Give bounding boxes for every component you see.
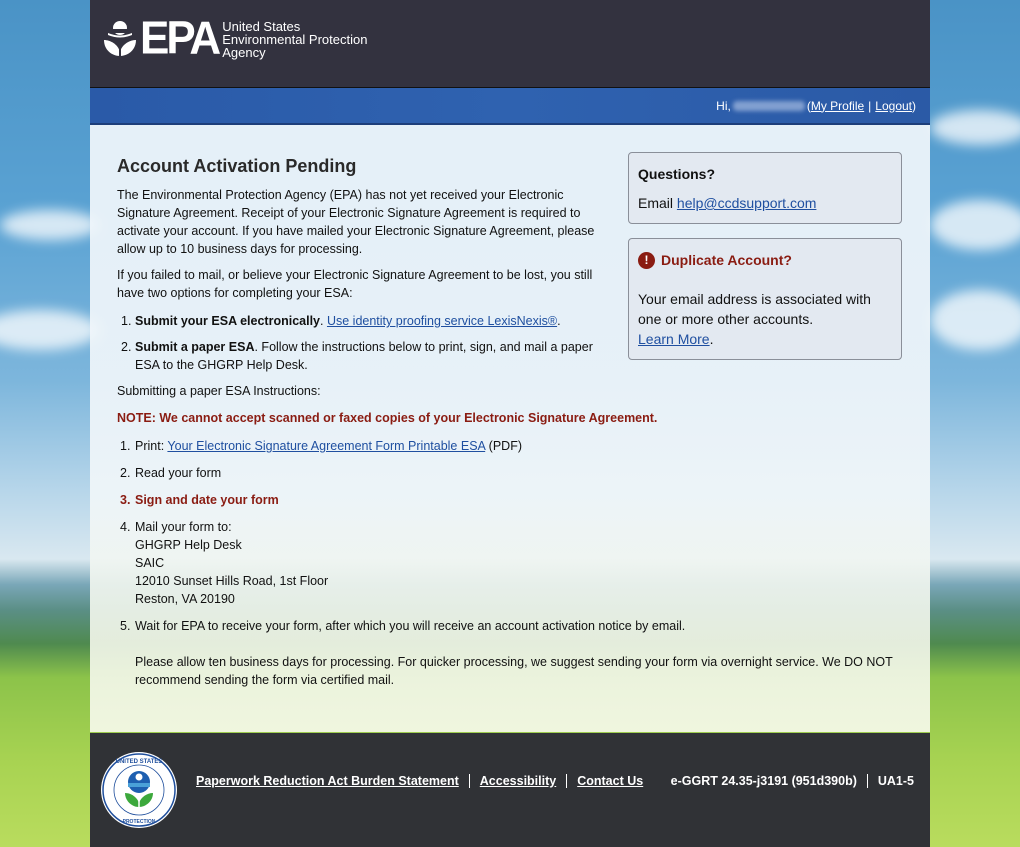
main-content <box>90 125 930 732</box>
step-read <box>117 464 897 482</box>
option-number: 2. <box>121 340 132 354</box>
agency-line-2: Environmental Protection <box>222 32 368 47</box>
scan-fax-note: NOTE: We cannot accept scanned or faxed copies of your Electronic Signature Agreement. <box>117 411 658 425</box>
svg-text:PROTECTION: PROTECTION <box>122 819 156 825</box>
background-cloud <box>0 210 100 240</box>
site-footer <box>90 733 930 847</box>
duplicate-title <box>638 250 892 270</box>
svg-text:UNITED STATES: UNITED STATES <box>115 759 163 765</box>
option-title: Submit a paper ESA <box>135 340 255 354</box>
epa-seal-icon <box>100 751 178 829</box>
user-bar <box>90 88 930 125</box>
background-cloud <box>930 110 1020 145</box>
questions-box <box>628 152 902 224</box>
username-blurred <box>733 101 805 111</box>
address-line: 12010 Sunset Hills Road, 1st Floor <box>135 574 329 588</box>
version-info <box>671 774 914 788</box>
step-text: Sign and date your form <box>135 493 279 507</box>
epa-flower-icon <box>102 20 138 58</box>
version-divider <box>867 774 868 788</box>
step-text: Print: <box>135 439 168 453</box>
epa-logo[interactable] <box>102 12 368 64</box>
option-text: . <box>320 314 327 328</box>
duplicate-title-text: Duplicate Account? <box>661 252 792 268</box>
logout-link[interactable]: Logout <box>875 98 912 113</box>
background-cloud <box>0 310 100 350</box>
option-text: . Follow the instructions below to print, sign, and mail a paper ESA to the GHGRP Help Desk. <box>135 340 593 372</box>
processing-note: Please allow ten business days for processing. For quicker processing, we suggest sending your form via overnight service. We DO NOT recommend sending the form via certified mail. <box>135 655 893 687</box>
lexisnexis-link[interactable]: Use identity proofing service LexisNexis® <box>326 314 558 328</box>
footer-divider <box>566 774 567 788</box>
background-cloud <box>930 200 1020 250</box>
address-line: SAIC <box>135 556 165 570</box>
address-line: GHGRP Help Desk <box>135 538 242 552</box>
instructions-label: Submitting a paper ESA Instructions: <box>117 384 321 398</box>
step-sign <box>117 491 897 509</box>
app-version: e-GGRT 24.35-j3191 (951d390b) <box>670 774 857 788</box>
learn-more-link[interactable]: Learn More <box>638 331 710 347</box>
paper-esa-steps <box>117 437 897 689</box>
epa-wordmark: EPA <box>140 12 219 64</box>
printable-esa-link[interactable]: Your Electronic Signature Agreement Form Printable ESA <box>167 439 486 453</box>
step-number: 5. <box>120 619 131 633</box>
step-text: Read your form <box>135 466 222 480</box>
step-print <box>117 437 897 455</box>
server-id: UA1-5 <box>877 774 914 788</box>
option-title: Submit your ESA electronically <box>135 314 321 328</box>
site-header <box>90 0 930 88</box>
options-intro: If you failed to mail, or believe your Electronic Signature Agreement to be lost, you still have two options for completing your ESA: <box>117 268 593 300</box>
address-line: Reston, VA 20190 <box>135 592 235 606</box>
page-title: Account Activation Pending <box>117 156 357 176</box>
step-text: Wait for EPA to receive your form, after which you will receive an account activation notice by email. <box>135 619 686 633</box>
paperwork-reduction-link[interactable]: Paperwork Reduction Act Burden Statement <box>196 774 459 788</box>
step-number: 3. <box>120 493 131 507</box>
agency-line-1: United States <box>222 19 301 34</box>
email-label: Email <box>638 195 677 211</box>
step-wait <box>117 617 897 689</box>
esa-options-list <box>117 312 617 374</box>
duplicate-text: Your email address is associated with one or more other accounts. <box>638 291 871 327</box>
option-number: 1. <box>121 314 132 328</box>
step-text: Mail your form to: <box>135 520 232 534</box>
paren-open: ( <box>806 98 811 113</box>
sidebar <box>628 152 902 374</box>
questions-title: Questions? <box>638 166 716 182</box>
step-number: 1. <box>120 439 131 453</box>
paren-close: ) <box>912 98 916 113</box>
my-profile-link[interactable]: My Profile <box>810 98 865 113</box>
footer-nav <box>196 774 643 788</box>
userbar-separator: | <box>868 98 872 113</box>
step-suffix: (PDF) <box>485 439 522 453</box>
step-number: 4. <box>120 520 131 534</box>
contact-us-link[interactable]: Contact Us <box>577 774 644 788</box>
accessibility-link[interactable]: Accessibility <box>479 774 557 788</box>
agency-name <box>222 20 367 59</box>
footer-divider <box>469 774 470 788</box>
agency-line-3: Agency <box>222 45 266 60</box>
page-container <box>90 0 930 847</box>
step-mail <box>117 518 897 608</box>
option-electronic <box>117 312 617 330</box>
option-paper <box>117 338 617 374</box>
support-email-link[interactable]: help@ccdsupport.com <box>676 195 817 211</box>
greeting: Hi, <box>716 98 731 113</box>
mailing-address <box>135 536 897 608</box>
alert-exclamation-icon: ! <box>638 252 655 269</box>
step-number: 2. <box>120 466 131 480</box>
punct: . <box>709 331 714 347</box>
intro-paragraph: The Environmental Protection Agency (EPA) has not yet received your Electronic Signature Agreement. Receipt of your Electronic Signature Agreement is required to activate your account. If you have mailed your Electronic Signature Agreement, please allow up to 10 business days for processing. <box>117 188 595 256</box>
duplicate-account-box <box>628 238 902 360</box>
background-cloud <box>930 290 1020 350</box>
option-punct: . <box>557 314 561 328</box>
